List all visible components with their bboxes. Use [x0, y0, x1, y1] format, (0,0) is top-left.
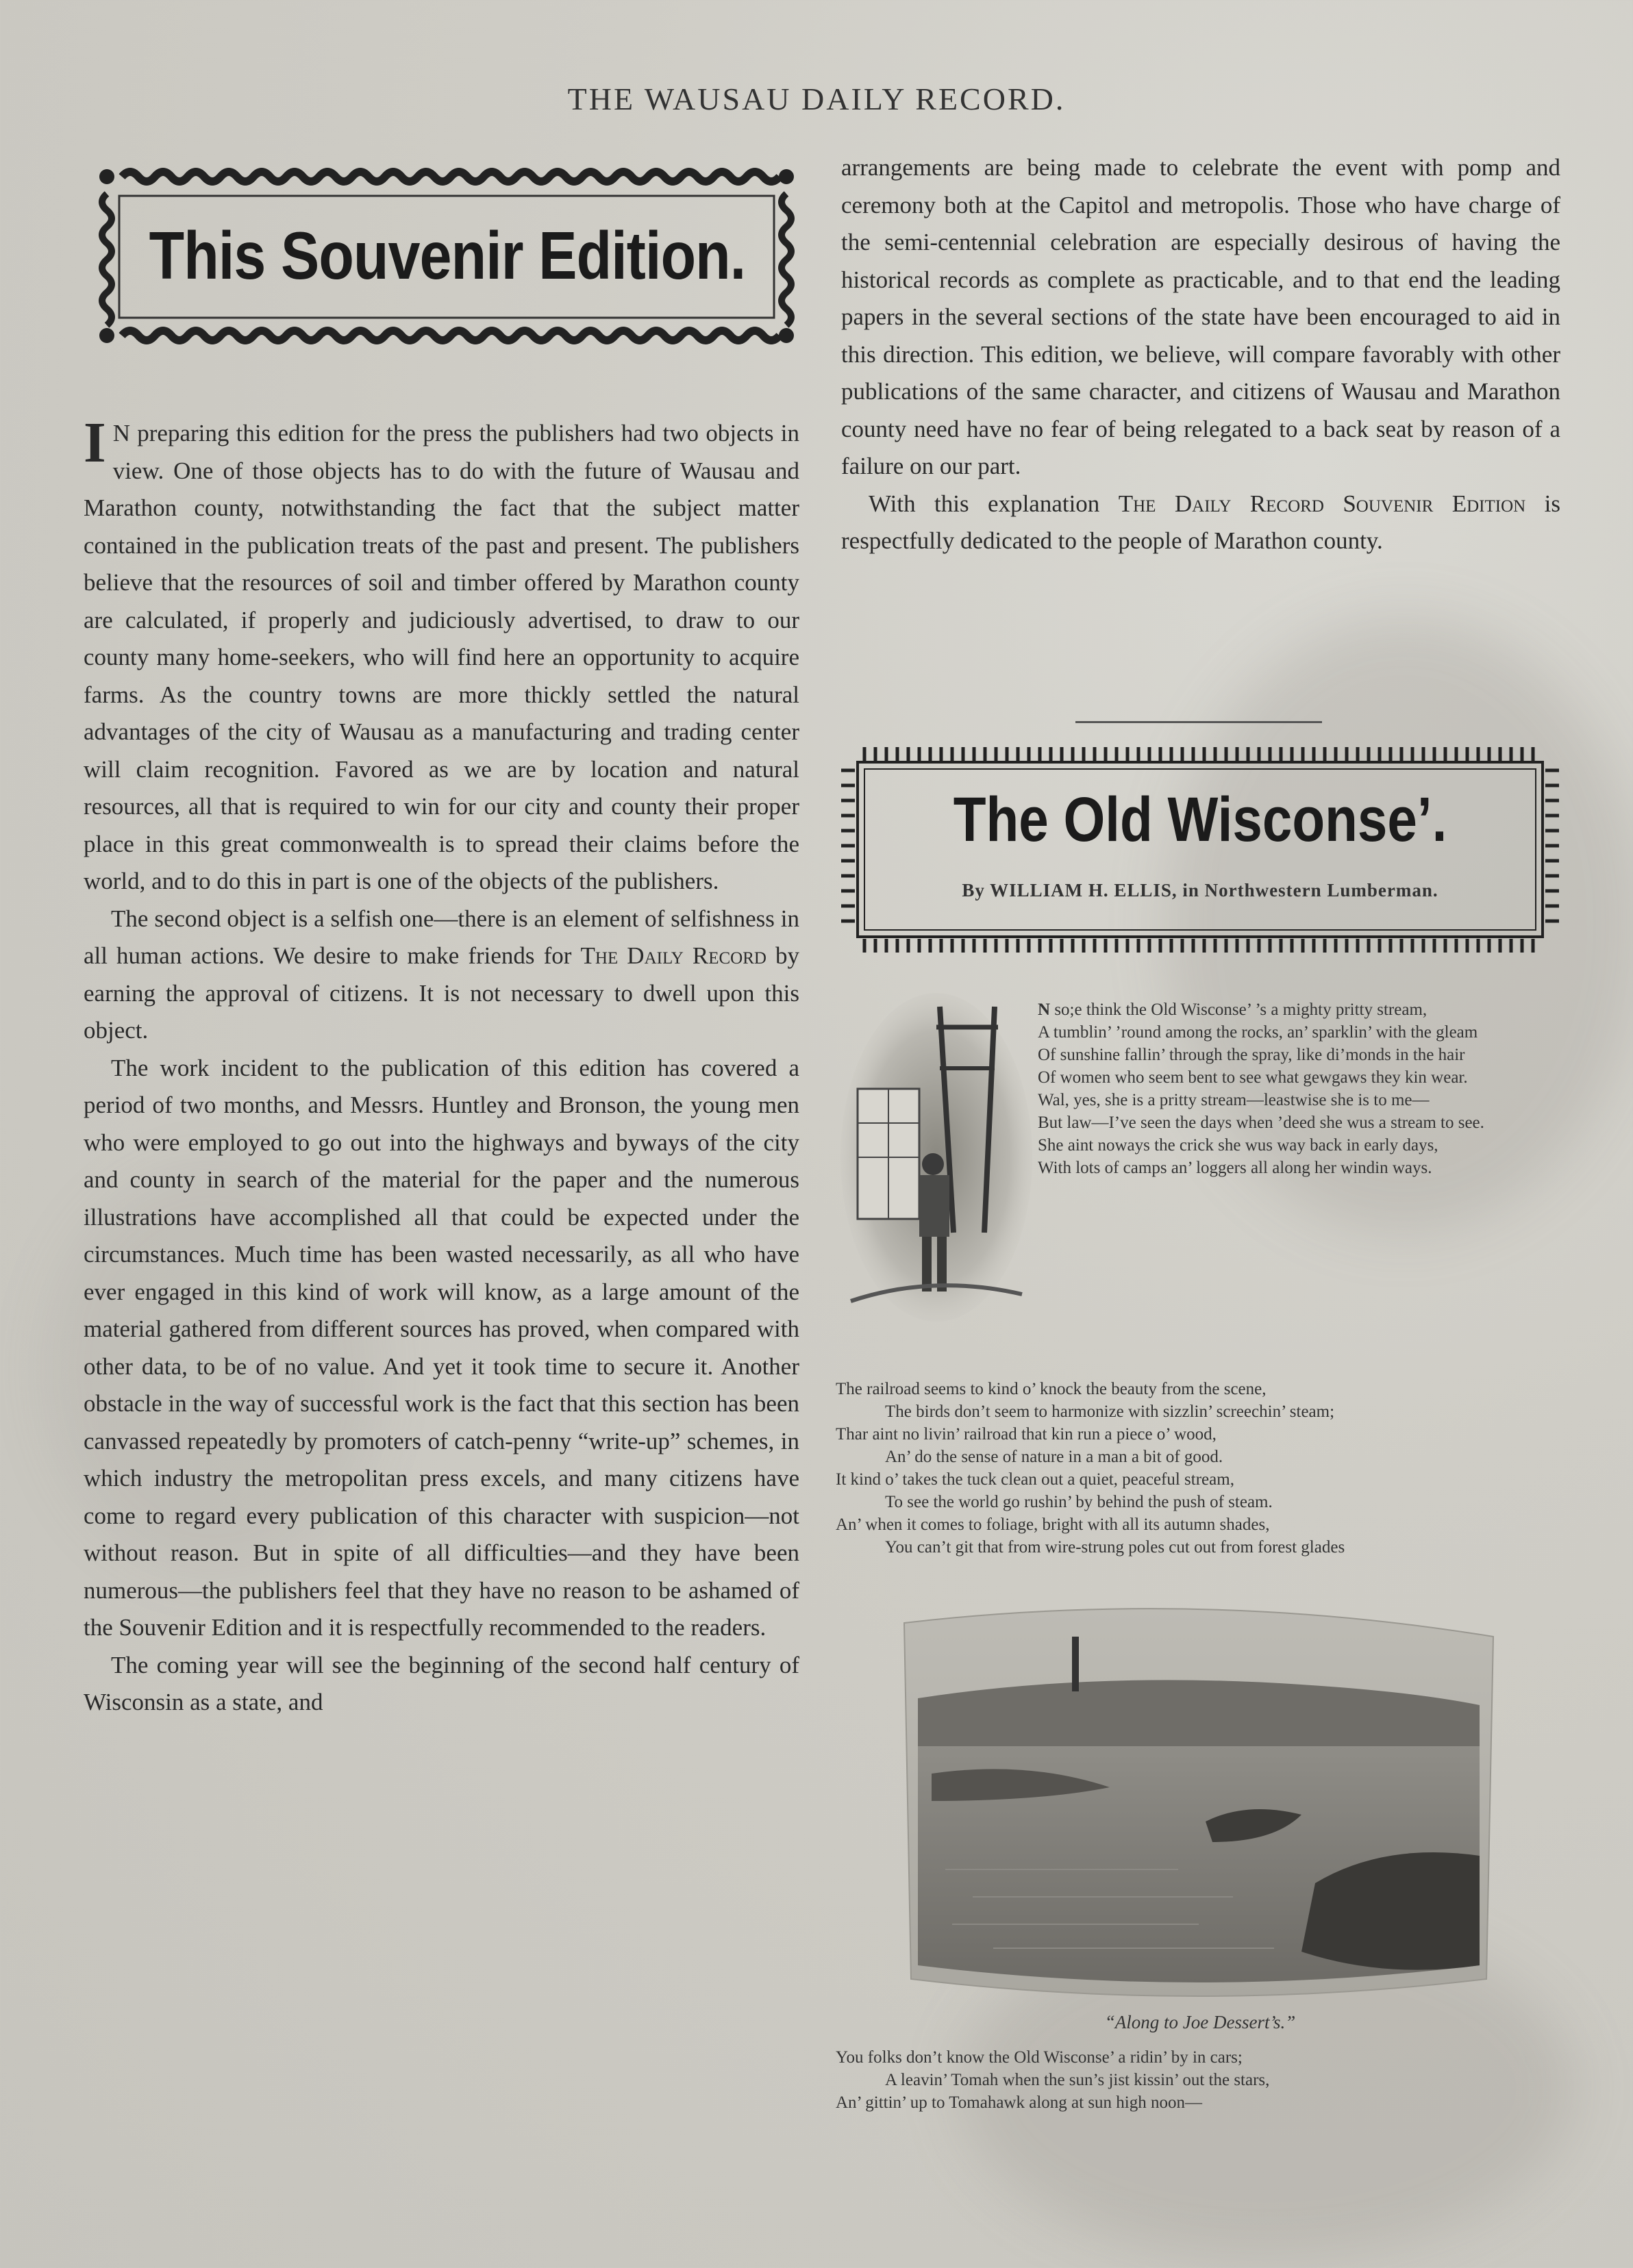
poem-line: To see the world go rushin’ by behind the push of steam. [885, 1493, 1273, 1511]
poem-line: Of sunshine fallin’ through the spray, like di’monds in the hair [1038, 1046, 1465, 1064]
logger-illustration [837, 986, 1036, 1328]
poem-line: N so;e think the Old Wisconse’ ’s a mighty pritty stream, [1038, 1000, 1428, 1019]
poem-line: An’ do the sense of nature in a man a bit of good. [885, 1448, 1223, 1466]
poem-stanza [1038, 998, 1558, 1179]
poem-byline: By WILLIAM H. ELLIS, in Northwestern Lumberman. [962, 880, 1438, 900]
poem-line: The birds don’t seem to harmonize with sizzlin’ screechin’ steam; [885, 1402, 1335, 1421]
poem-stanza [836, 1378, 1562, 1559]
poem-line: She aint noways the crick she wus way back in early days, [1038, 1136, 1438, 1155]
poem-line: Of women who seem bent to see what gewgaws they kin wear. [1038, 1068, 1468, 1087]
paragraph-text: With this explanation [869, 490, 1119, 517]
paragraph: arrangements are being made to celebrate the event with pomp and ceremony both at the Capitol and metropolis. Those who have charge of the semi-centennial celebration are especially desirous of having the historical records as complete as practicable, and to that end the leading papers in the several sections of the state have been encouraged to aid in this direction. This edition, we believe, will compare favorably with other publications of the same character, and citizens of Wausau and Marathon county need have no fear of being relegated to a back seat by reason of a failure on our part. [841, 154, 1560, 479]
poem-line: With lots of camps an’ loggers all along her windin ways. [1038, 1159, 1432, 1177]
paragraph: The coming year will see the beginning of the second half century of Wisconsin as a state, and [84, 1651, 799, 1715]
poem-line: An’ gittin’ up to Tomahawk along at sun high noon— [836, 2093, 1202, 2112]
poem-line: The railroad seems to kind o’ knock the beauty from the scene, [836, 1380, 1267, 1398]
edition-name: The Daily Record Souvenir Edition [1118, 490, 1526, 517]
illustration-caption: “Along to Joe Dessert’s.” [1104, 2012, 1296, 2032]
poem-stanza [836, 2046, 1562, 2114]
paragraph-text: by earning the approval of citizens. It is not necessary to dwell upon this object. [84, 942, 799, 1044]
paragraph [84, 411, 799, 900]
paragraph-text: The second object is a selfish one—there is an element of selfishness in all human actions. We desire to make friends for [84, 905, 799, 969]
poem-line: A leavin’ Tomah when the sun’s jist kissin’ out the stars, [885, 2071, 1270, 2089]
river-landscape-illustration [890, 1596, 1507, 2006]
souvenir-title: This Souvenir Edition. [149, 217, 746, 293]
newspaper-name: The Daily Record [580, 942, 766, 969]
poem-line: A tumblin’ ’round among the rocks, an’ sparklin’ with the gleam [1038, 1023, 1478, 1042]
divider [1075, 721, 1322, 723]
left-column [84, 411, 799, 1722]
souvenir-title-box [95, 156, 800, 355]
poem-title: The Old Wisconse’. [953, 785, 1447, 855]
poem-title-box [837, 743, 1563, 957]
poem-line: It kind o’ takes the tuck clean out a quiet, peaceful stream, [836, 1470, 1234, 1489]
paragraph [841, 486, 1560, 560]
poem-line: Wal, yes, she is a pritty stream—leastwise she is to me— [1038, 1091, 1430, 1109]
poem-line: You can’t git that from wire-strung poles cut out from forest glades [885, 1538, 1345, 1557]
dropcap: I [84, 411, 106, 475]
paragraph-text: is respectfully dedicated to the people of Marathon county. [841, 490, 1560, 554]
poem-line: You folks don’t know the Old Wisconse’ a ridin’ by in cars; [836, 2048, 1243, 2067]
poem-line: An’ when it comes to foliage, bright with all its autumn shades, [836, 1515, 1270, 1534]
poem-line: But law—I’ve seen the days when ’deed she wus a stream to see. [1038, 1113, 1484, 1132]
paragraph-text: N preparing this edition for the press the publishers had two objects in view. One of those objects has to do with the future of Wausau and Marathon county, notwithstanding the fact that the subject matter contained in the publication treats of the past and present. The publishers believe that the resources of soil and timber offered by Marathon county are calculated, if properly and judiciously advertised, to draw to our county many home-seekers, who will find here an opportunity to acquire farms. As the country towns are more thickly settled the natural advantages of the city of Wausau as a manufacturing and trading center will claim recognition. Favored as we are by location and natural resources, all that is required to win for our city and county their proper place in this great commonwealth is to spread their claims before the world, and to do this in part is one of the objects of the publishers. [84, 420, 799, 894]
paragraph: The work incident to the publication of this edition has covered a period of two months, and Messrs. Huntley and Bronson, the young men who were employed to go out into the highways and byways of the city and county in search of the material for the paper and the numerous illustrations have accomplished all that could be expected under the circumstances. Much time has been wasted necessarily, as all who have ever engaged in this kind of work will know, as a large amount of the material gathered from different sources has proved, when compared with other data, to be of no value. And yet it took time to secure it. Another obstacle in the way of successful work is the fact that this section has been canvassed repeatedly by promoters of catch-penny “write-up” schemes, in which industry the metropolitan press excels, and many citizens have come to regard every publication of this character with suspicion—not without reason. But in spite of all difficulties—and they have been numerous—the publishers feel that they have no reason to be ashamed of the Souvenir Edition and it is respectfully recommended to the readers. [84, 1054, 799, 1641]
poem-line: Thar aint no livin’ railroad that kin run a piece o’ wood, [836, 1425, 1217, 1444]
masthead: THE WAUSAU DAILY RECORD. [567, 81, 1066, 116]
right-column [841, 149, 1560, 560]
paragraph [84, 900, 799, 1050]
